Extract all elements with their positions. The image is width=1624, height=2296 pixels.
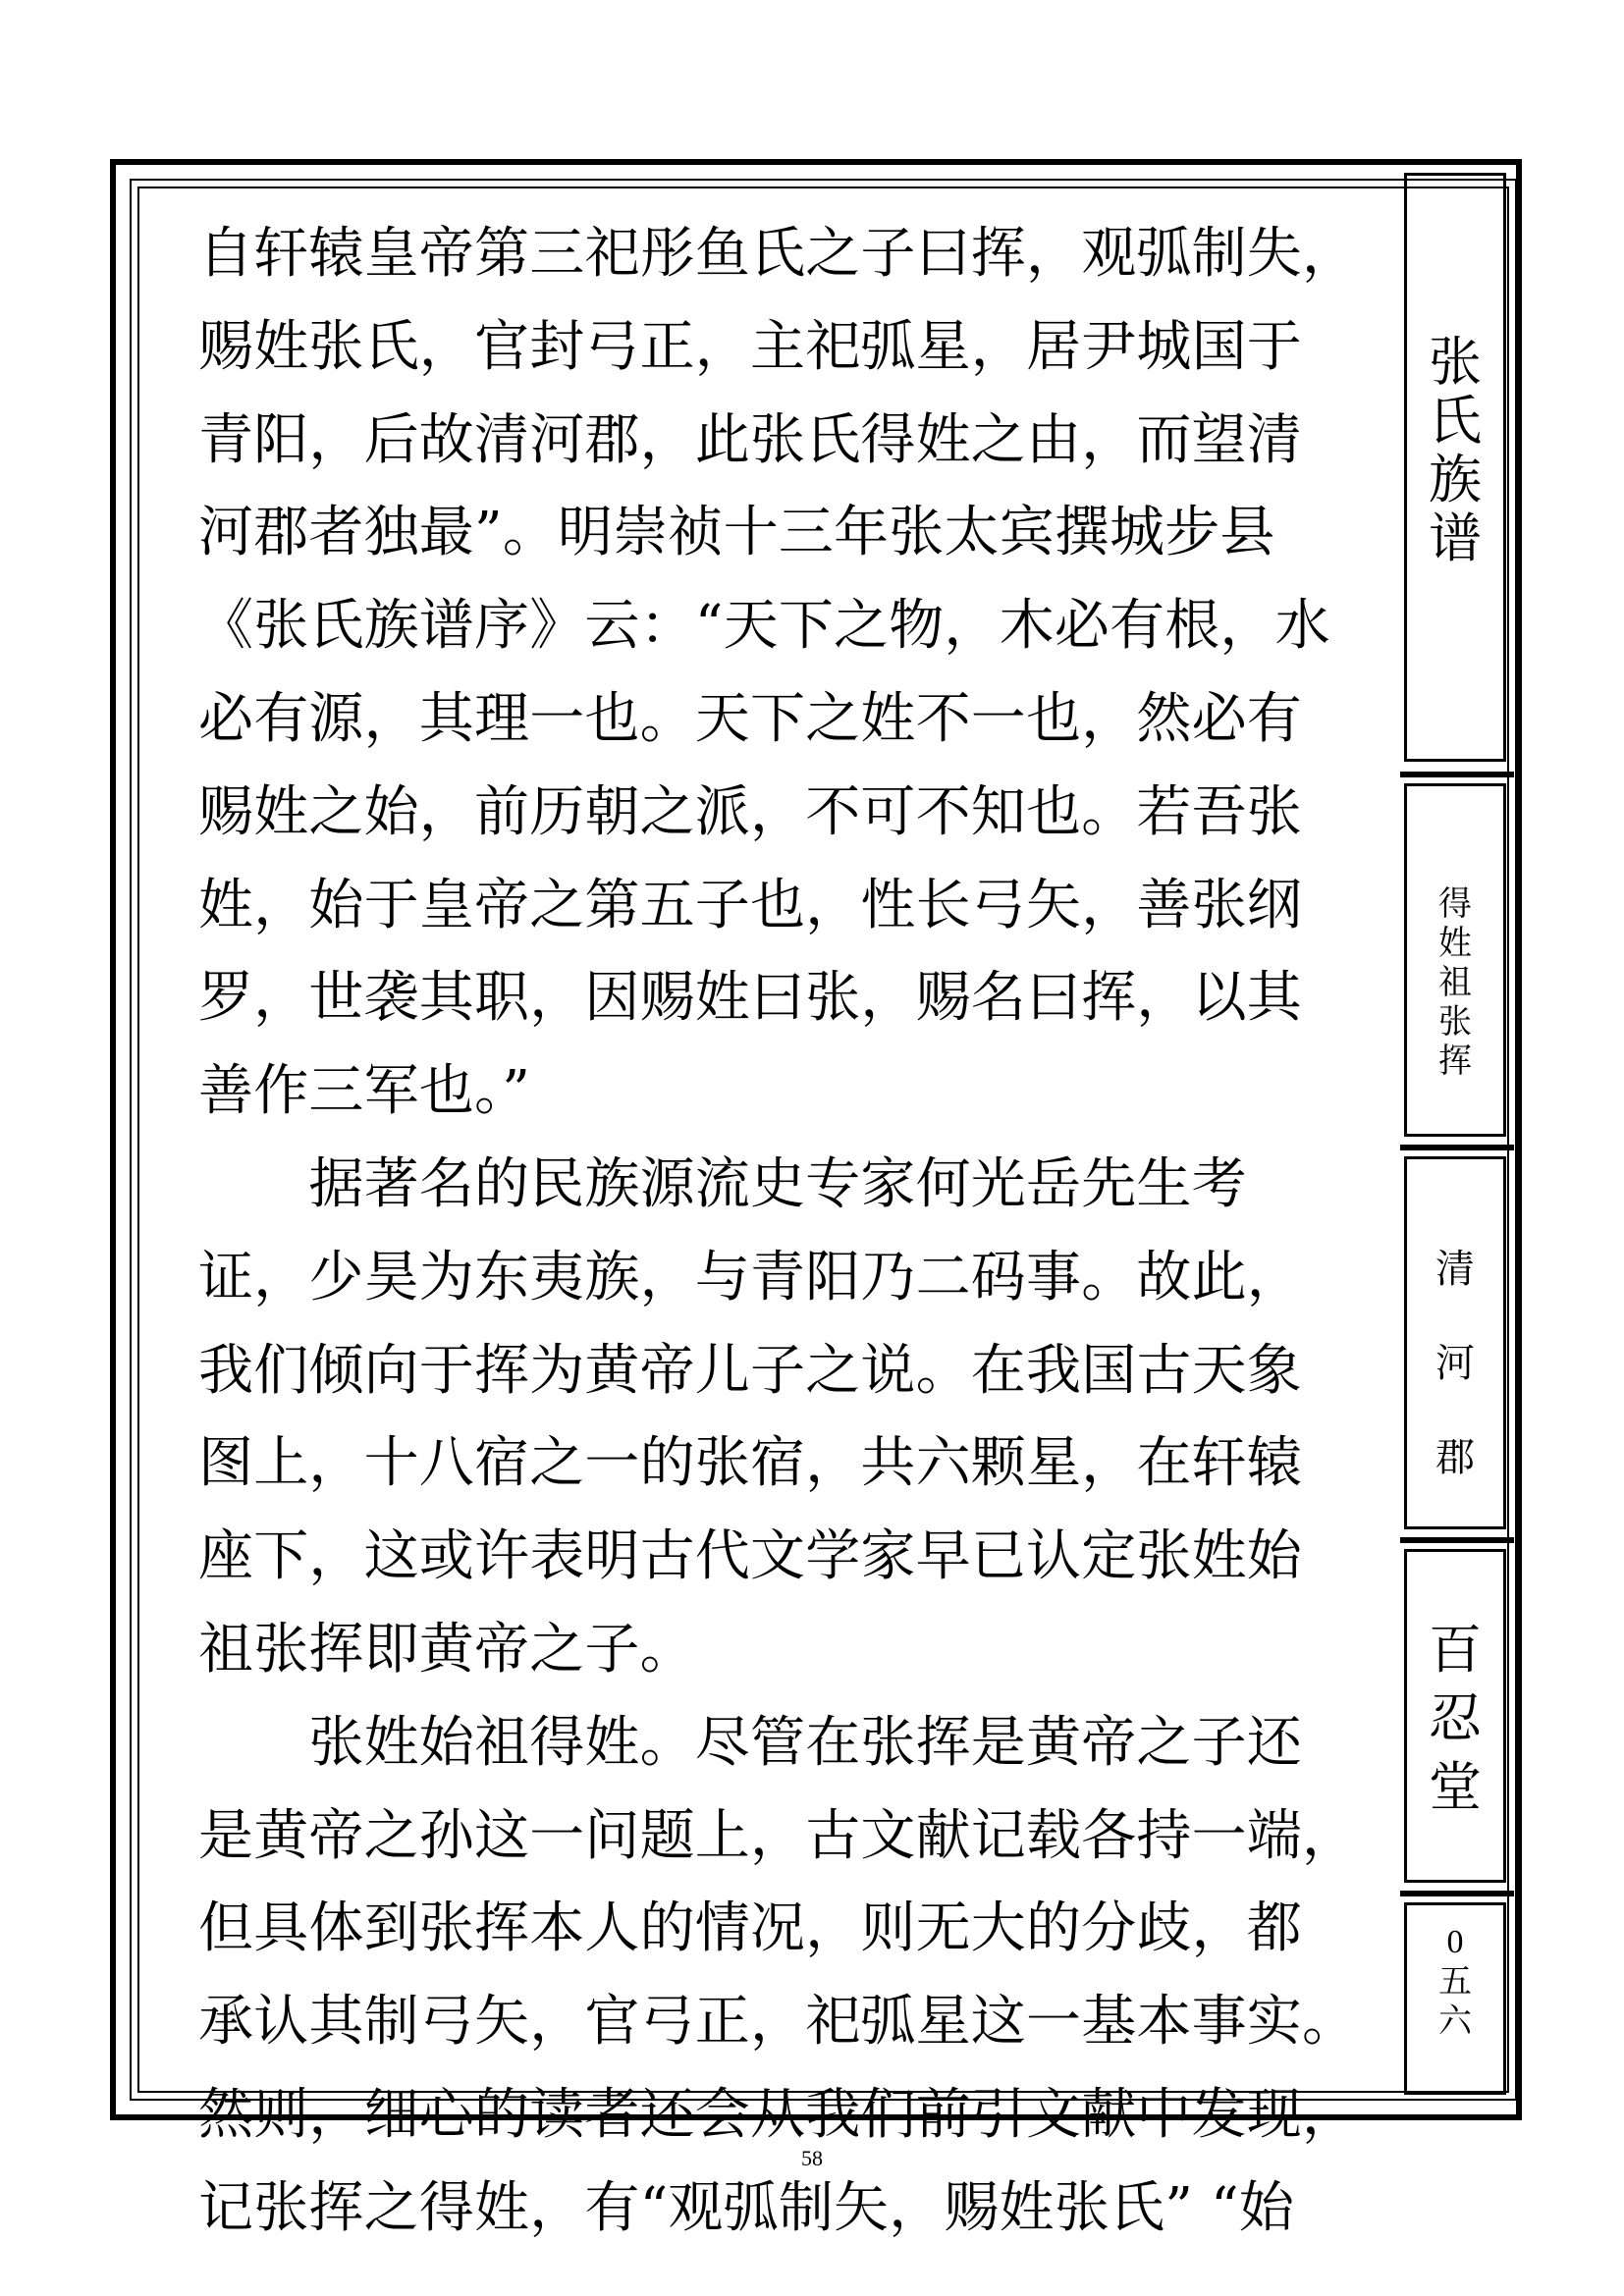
page-number: 58 (801, 2146, 823, 2170)
section-title-char: 张 (1438, 1002, 1472, 1041)
sidebar-hall (1404, 1549, 1506, 1883)
clan-char: 郡 (1435, 1435, 1475, 1480)
text-line: 我们倾向于挥为黄帝儿子之说。在我国古天象 (198, 1338, 1302, 1403)
text-line: 证，少昊为东夷族，与青阳乃二码事。故此， (198, 1245, 1302, 1309)
text-line: 是黄帝之孙这一问题上，古文献记载各持一端， (198, 1803, 1358, 1868)
sidebar-divider (1400, 1537, 1514, 1543)
text-line: 记张挥之得姓，有“观弧制矢，赐姓张氏” “始 (198, 2175, 1295, 2240)
sidebar-folio (1404, 1902, 1506, 2095)
text-line: 赐姓张氏，官封弓正，主祀弧星，居尹城国于 (198, 314, 1302, 379)
text-line: 但具体到张挥本人的情况，则无大的分歧，都 (198, 1896, 1302, 1961)
sidebar-divider (1400, 772, 1514, 777)
text-line: 必有源，其理一也。天下之姓不一也，然必有 (198, 686, 1302, 751)
hall-char: 忍 (1429, 1687, 1482, 1749)
hall-char: 百 (1429, 1619, 1482, 1681)
text-line: 然则，细心的读者还会从我们前引文献中发现， (198, 2082, 1358, 2147)
text-line: 赐姓之始，前历朝之派，不可不知也。若吾张 (198, 779, 1302, 844)
text-line: 青阳，后故清河郡，此张氏得姓之由，而望清 (198, 407, 1302, 472)
folio-char: 五 (1438, 1962, 1472, 2002)
text-line: 善作三军也。” (198, 1059, 531, 1124)
folio-char: 0 (1446, 1924, 1464, 1960)
book-title-char: 族 (1429, 449, 1482, 510)
text-line: 河郡者独最”。明崇祯十三年张太宾撰城步县 (198, 501, 1275, 565)
sidebar-divider (1400, 1891, 1514, 1896)
sidebar-book-title (1404, 173, 1506, 762)
folio-char: 六 (1438, 2002, 1472, 2041)
text-line: 承认其制弓矢，官弓正，祀弧星这一基本事实。 (198, 1990, 1358, 2055)
section-title-char: 祖 (1438, 963, 1472, 1002)
text-line: 据著名的民族源流史专家何光岳先生考 (198, 1151, 1247, 1216)
text-line: 《张氏族谱序》云：“天下之物，木必有根，水 (198, 594, 1330, 659)
text-line: 图上，十八宿之一的张宿，共六颗星，在轩辕 (198, 1431, 1302, 1496)
sidebar-clan (1404, 1156, 1506, 1529)
book-title-char: 氏 (1429, 390, 1482, 452)
section-title-char: 姓 (1438, 924, 1472, 963)
section-title-char: 得 (1438, 884, 1472, 924)
text-line: 祖张挥即黄帝之子。 (198, 1617, 695, 1682)
text-line: 座下，这或许表明古代文学家早已认定张姓始 (198, 1524, 1302, 1589)
text-line: 张姓始祖得姓。尽管在张挥是黄帝之子还 (198, 1710, 1302, 1775)
hall-char: 堂 (1429, 1756, 1482, 1818)
sidebar-divider (1400, 1145, 1514, 1150)
text-line: 姓，始于皇帝之第五子也，性长弓矢，善张纲 (198, 873, 1302, 937)
text-line: 罗，世袭其职，因赐姓曰张，赐名曰挥，以其 (198, 966, 1302, 1031)
clan-char: 清 (1435, 1247, 1475, 1292)
sidebar (1400, 173, 1514, 2105)
section-title-char: 挥 (1438, 1041, 1472, 1081)
book-title-char: 张 (1429, 331, 1482, 393)
book-title-char: 谱 (1429, 507, 1482, 569)
text-line: 自轩辕皇帝第三祀彤鱼氏之子曰挥，观弧制失， (198, 222, 1358, 286)
body-text (198, 208, 1421, 2256)
sidebar-section-title (1404, 783, 1506, 1137)
clan-char: 河 (1435, 1341, 1475, 1386)
